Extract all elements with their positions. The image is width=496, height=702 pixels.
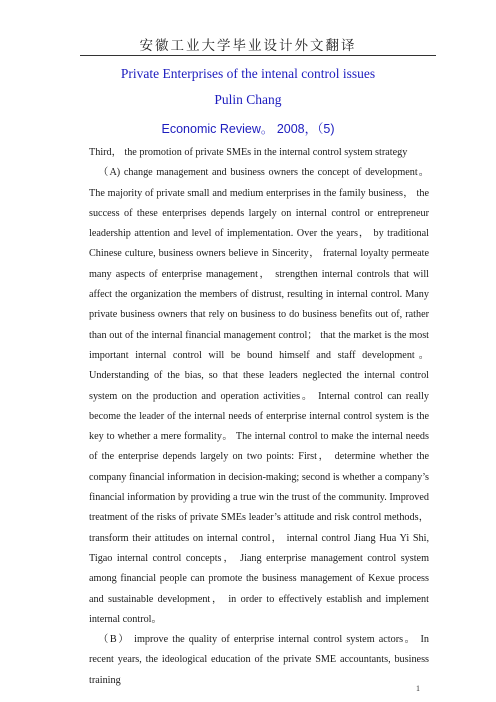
header-divider (80, 55, 436, 56)
article-title: Private Enterprises of the intenal control issues (120, 66, 376, 81)
page-header: 安徽工业大学毕业设计外文翻译 (139, 38, 357, 53)
paragraph-a: （A) change management and business owners the concept of development。 The majority of private small and medium enterprises in the family business， the success of these enterprises depends largely on internal control or entrepreneur leadership attention and level of implementation. Over the years， by traditional Chinese culture, business owners believe in Sincerity， fraternal loyalty permeate many aspects of enterprise management， strengthen internal controls that will affect the organization the members of distrust, resulting in internal control. Many private business owners that rely on business to do business benefits out of, rather than out of the internal financial management control； that the market is the most important internal control will be bound himself and staff development。 Understanding of the bias, so that these leaders neglected the internal control system on the production and operation activities。 Internal control can really become the leader of the internal needs of enterprise internal control system is the key to whether a mere formality。 The internal control to make the internal needs of the enterprise depends largely on two points: First， determine whether the company financial information in decision-making; second is whether a company’s financial information by providing a true win the trust of the community. Improved treatment of the risks of private SMEs leader’s attitude and risk control methods， transform their attitudes on internal control， internal control Jiang Hua Yi Shi, Tigao internal control concepts， Jiang enterprise management control system among financial people can promote the business management of Kexue process and sustainable development， in order to effectively establish and implement internal control。 (89, 167, 429, 625)
article-source: Economic Review。 2008，（5) (161, 122, 335, 136)
article-author: Pulin Chang (214, 92, 282, 107)
article-body (89, 143, 429, 691)
page-number: 1 (416, 684, 420, 693)
paragraph-b: （B） improve the quality of enterprise internal control system actors。 In recent years, the ideological education of the private SME accountants, business training (89, 634, 429, 686)
section-heading: Third， the promotion of private SMEs in the internal control system strategy (89, 147, 408, 158)
